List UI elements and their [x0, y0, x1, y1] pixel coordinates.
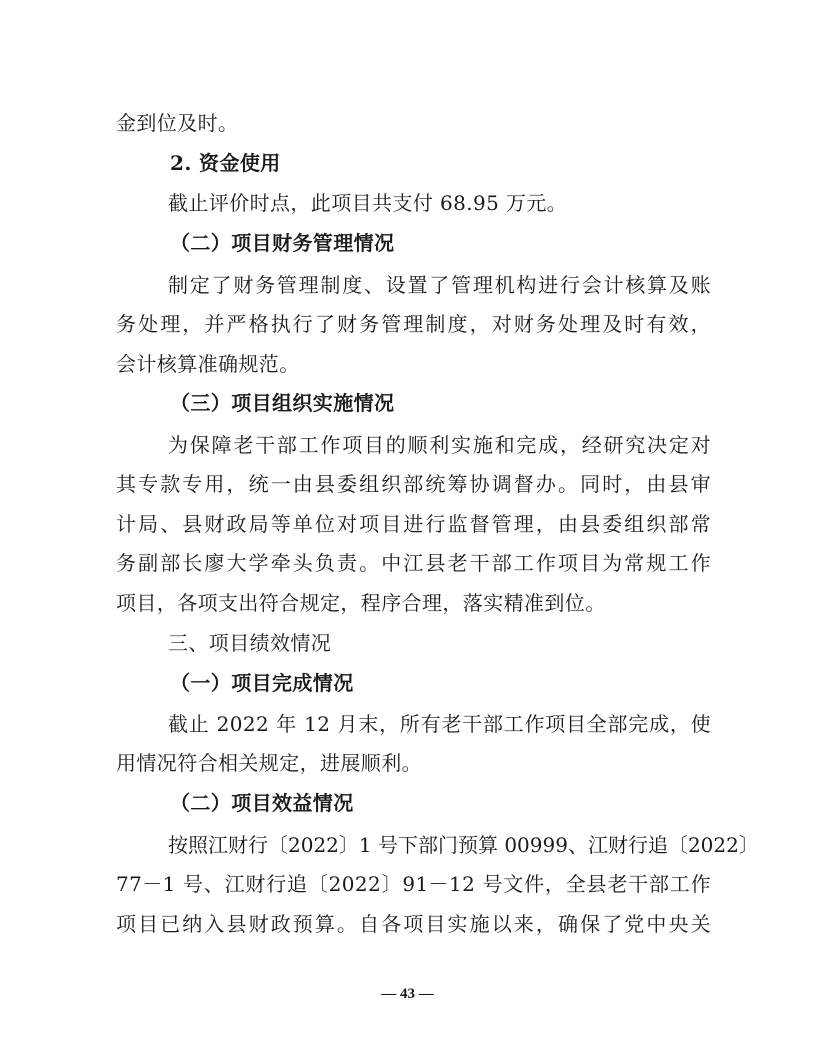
paragraph-line: 按照江财行〔2022〕1 号下部门预算 00999、江财行追〔2022〕: [168, 833, 759, 857]
paragraph-line: 金到位及时。: [116, 111, 239, 135]
section-heading: （二）项目效益情况: [170, 791, 354, 815]
section-heading: （一）项目完成情况: [170, 671, 354, 695]
paragraph-line: 务副部长廖大学牵头负责。中江县老干部工作项目为常规工作: [116, 551, 711, 575]
paragraph-line: 其专款专用，统一由县委组织部统筹协调督办。同时，由县审: [116, 472, 711, 496]
paragraph-line: 截止 2022 年 12 月末，所有老干部工作项目全部完成，使: [168, 712, 711, 736]
paragraph-line: 项目已纳入县财政预算。自各项目实施以来，确保了党中央关: [116, 912, 711, 936]
paragraph-line: 会计核算准确规范。: [116, 352, 300, 376]
page-number: — 43 —: [381, 986, 434, 1002]
section-heading: 2. 资金使用: [170, 151, 281, 175]
section-heading: （三）项目组织实施情况: [170, 391, 395, 415]
paragraph-line: 项目，各项支出符合规定，程序合理，落实精准到位。: [116, 591, 606, 615]
section-heading: 三、项目绩效情况: [168, 631, 332, 655]
section-heading: （二）项目财务管理情况: [170, 231, 395, 255]
paragraph-line: 制定了财务管理制度、设置了管理机构进行会计核算及账: [168, 273, 711, 297]
paragraph-line: 务处理，并严格执行了财务管理制度，对财务处理及时有效，: [116, 312, 711, 336]
paragraph-line: 用情况符合相关规定，进展顺利。: [116, 751, 422, 775]
paragraph-line: 截止评价时点，此项目共支付 68.95 万元。: [168, 191, 568, 215]
paragraph-line: 计局、县财政局等单位对项目进行监督管理，由县委组织部常: [116, 512, 711, 536]
paragraph-line: 77－1 号、江财行追〔2022〕91－12 号文件，全县老干部工作: [116, 872, 711, 896]
paragraph-line: 为保障老干部工作项目的顺利实施和完成，经研究决定对: [168, 433, 711, 457]
